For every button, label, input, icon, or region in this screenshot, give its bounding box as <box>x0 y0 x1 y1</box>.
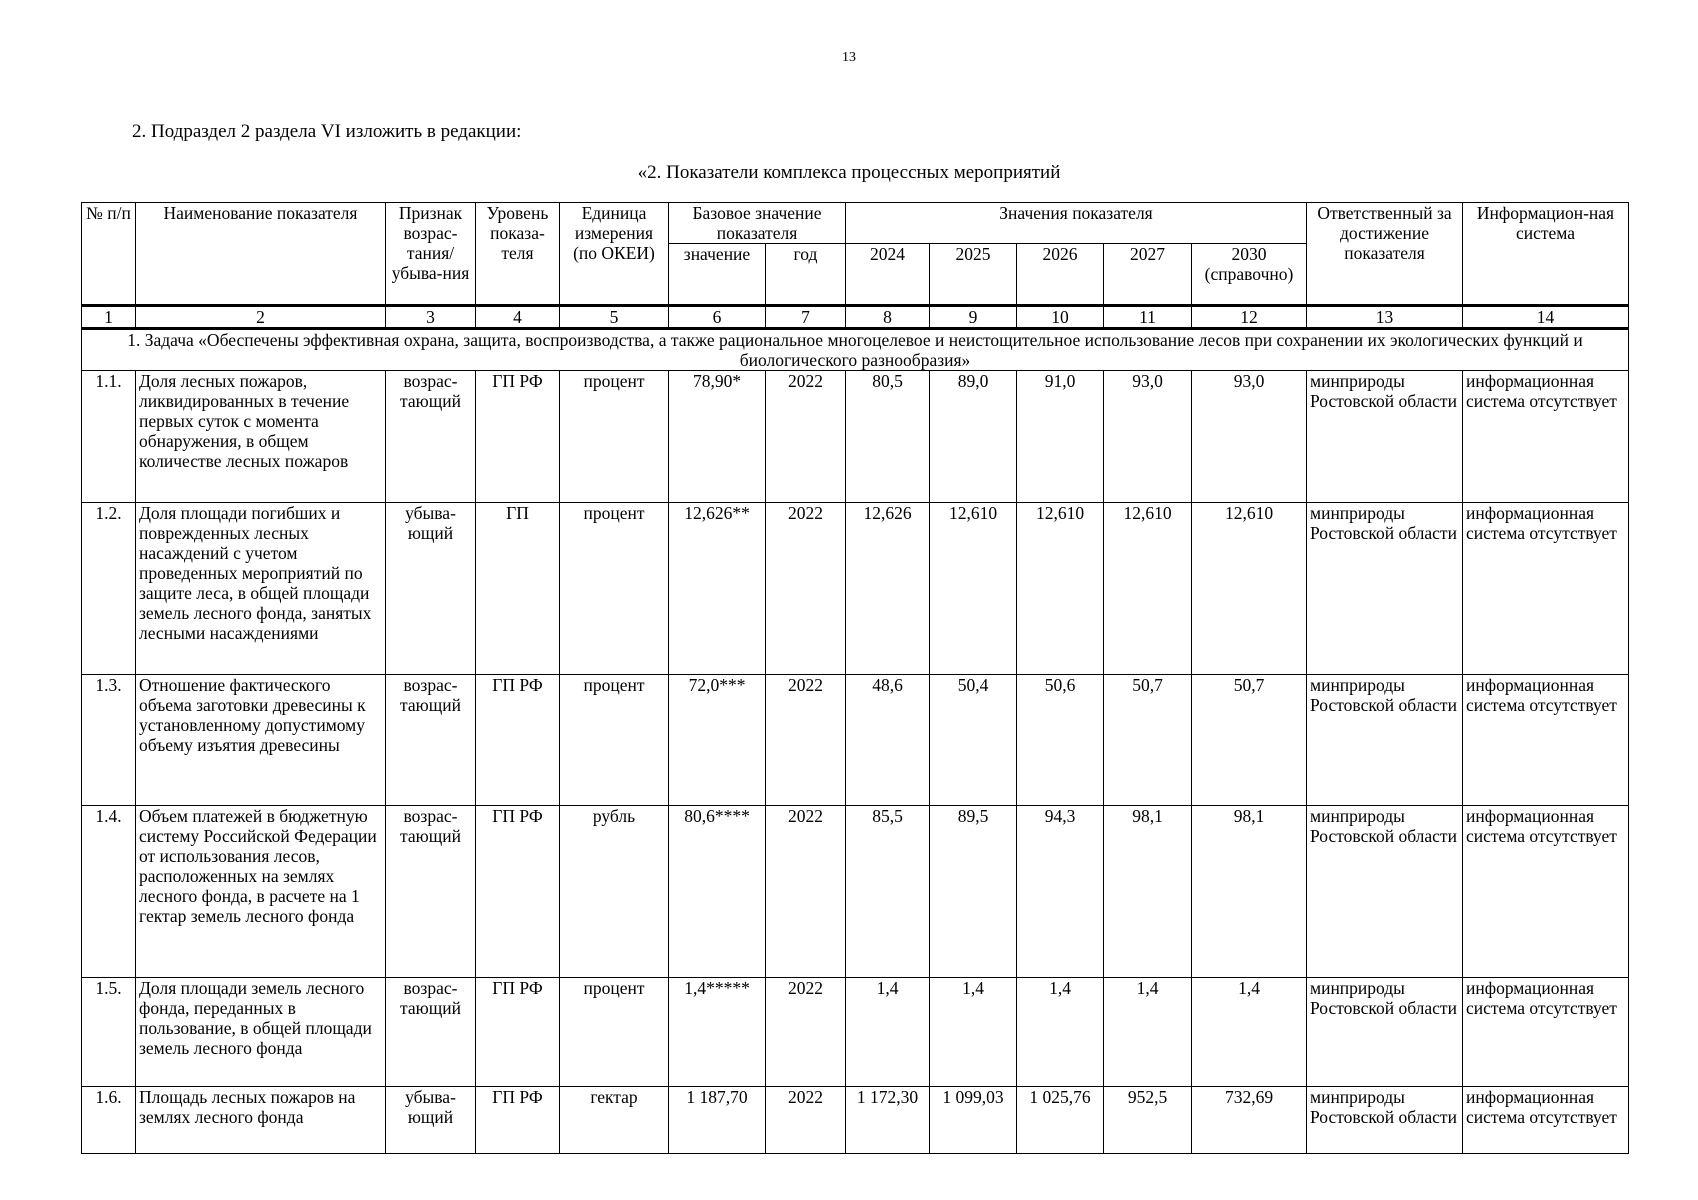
row-info-system: информационная система отсутствует <box>1463 806 1629 978</box>
row-value-2027: 93,0 <box>1104 371 1192 503</box>
row-trend: возрас-тающий <box>386 806 476 978</box>
intro-text: 2. Подраздел 2 раздела VI изложить в редакции: <box>132 121 522 142</box>
row-responsible: минприроды Ростовской области <box>1307 806 1463 978</box>
row-value-2030: 98,1 <box>1192 806 1307 978</box>
row-responsible: минприроды Ростовской области <box>1307 675 1463 806</box>
header-year-2025: 2025 <box>930 244 1017 306</box>
column-number: 13 <box>1307 306 1463 329</box>
row-value-2024: 1 172,30 <box>846 1087 930 1154</box>
row-value-2030: 50,7 <box>1192 675 1307 806</box>
table-row <box>82 806 1629 978</box>
row-level: ГП РФ <box>476 978 560 1087</box>
row-trend: возрас-тающий <box>386 978 476 1087</box>
column-number: 9 <box>930 306 1017 329</box>
row-trend: убыва-ющий <box>386 1087 476 1154</box>
column-number: 3 <box>386 306 476 329</box>
row-num: 1.6. <box>82 1087 136 1154</box>
column-number: 14 <box>1463 306 1629 329</box>
row-info-system: информационная система отсутствует <box>1463 1087 1629 1154</box>
row-name: Объем платежей в бюджетную систему Российской Федерации от использования лесов, расположенных на землях лесного фонда, в расчете на 1 гектар земель лесного фонда <box>136 806 386 978</box>
header-base: Базовое значение показателя <box>669 203 846 244</box>
row-value-2027: 12,610 <box>1104 503 1192 675</box>
header-row-top <box>82 203 1629 244</box>
row-value-2024: 85,5 <box>846 806 930 978</box>
page-number: 13 <box>842 50 856 65</box>
row-num: 1.3. <box>82 675 136 806</box>
row-value-2024: 12,626 <box>846 503 930 675</box>
row-name: Доля лесных пожаров, ликвидированных в течение первых суток с момента обнаружения, в общем количестве лесных пожаров <box>136 371 386 503</box>
row-value-2024: 48,6 <box>846 675 930 806</box>
row-num: 1.2. <box>82 503 136 675</box>
row-value-2025: 1 099,03 <box>930 1087 1017 1154</box>
header-year-2027: 2027 <box>1104 244 1192 306</box>
row-value-2030: 1,4 <box>1192 978 1307 1087</box>
row-base-year: 2022 <box>766 806 846 978</box>
row-value-2030: 732,69 <box>1192 1087 1307 1154</box>
row-responsible: минприроды Ростовской области <box>1307 1087 1463 1154</box>
row-base-year: 2022 <box>766 1087 846 1154</box>
row-base-year: 2022 <box>766 371 846 503</box>
table-row <box>82 675 1629 806</box>
table-title: «2. Показатели комплекса процессных мероприятий <box>637 162 1061 183</box>
table-row <box>82 503 1629 675</box>
row-unit: процент <box>560 371 669 503</box>
row-value-2030: 93,0 <box>1192 371 1307 503</box>
row-value-2026: 12,610 <box>1017 503 1104 675</box>
row-unit: рубль <box>560 806 669 978</box>
row-base-value: 1,4***** <box>669 978 766 1087</box>
header-trend: Признак возрас-тания/ убыва-ния <box>386 203 476 306</box>
header-base-year: год <box>766 244 846 306</box>
row-value-2025: 12,610 <box>930 503 1017 675</box>
column-number: 1 <box>82 306 136 329</box>
row-trend: возрас-тающий <box>386 371 476 503</box>
header-year-2030: 2030 (справочно) <box>1192 244 1307 306</box>
row-value-2026: 91,0 <box>1017 371 1104 503</box>
row-num: 1.1. <box>82 371 136 503</box>
row-responsible: минприроды Ростовской области <box>1307 371 1463 503</box>
task-row <box>82 329 1629 371</box>
column-number: 12 <box>1192 306 1307 329</box>
header-name: Наименование показателя <box>136 203 386 306</box>
column-number: 7 <box>766 306 846 329</box>
table-row <box>82 978 1629 1087</box>
row-level: ГП РФ <box>476 371 560 503</box>
row-value-2024: 80,5 <box>846 371 930 503</box>
row-responsible: минприроды Ростовской области <box>1307 503 1463 675</box>
header-num: № п/п <box>82 203 136 306</box>
row-info-system: информационная система отсутствует <box>1463 978 1629 1087</box>
column-numbers-row <box>82 306 1629 329</box>
row-value-2030: 12,610 <box>1192 503 1307 675</box>
row-value-2026: 1,4 <box>1017 978 1104 1087</box>
row-value-2025: 89,0 <box>930 371 1017 503</box>
column-number: 2 <box>136 306 386 329</box>
row-base-year: 2022 <box>766 978 846 1087</box>
header-level: Уровень показа-теля <box>476 203 560 306</box>
row-base-value: 80,6**** <box>669 806 766 978</box>
header-unit: Единица измерения (по ОКЕИ) <box>560 203 669 306</box>
row-level: ГП РФ <box>476 675 560 806</box>
table-row <box>82 371 1629 503</box>
row-info-system: информационная система отсутствует <box>1463 503 1629 675</box>
row-num: 1.5. <box>82 978 136 1087</box>
row-value-2027: 1,4 <box>1104 978 1192 1087</box>
column-number: 8 <box>846 306 930 329</box>
row-value-2026: 94,3 <box>1017 806 1104 978</box>
row-unit: процент <box>560 978 669 1087</box>
row-num: 1.4. <box>82 806 136 978</box>
row-value-2027: 952,5 <box>1104 1087 1192 1154</box>
row-value-2026: 50,6 <box>1017 675 1104 806</box>
column-number: 4 <box>476 306 560 329</box>
row-base-year: 2022 <box>766 675 846 806</box>
row-level: ГП РФ <box>476 1087 560 1154</box>
header-base-value: значение <box>669 244 766 306</box>
row-trend: возрас-тающий <box>386 675 476 806</box>
table-row <box>82 1087 1629 1154</box>
row-value-2026: 1 025,76 <box>1017 1087 1104 1154</box>
column-number: 10 <box>1017 306 1104 329</box>
row-base-value: 72,0*** <box>669 675 766 806</box>
indicators-table <box>81 202 1629 1154</box>
row-base-value: 12,626** <box>669 503 766 675</box>
column-number: 6 <box>669 306 766 329</box>
header-responsible: Ответственный за достижение показателя <box>1307 203 1463 306</box>
row-value-2025: 89,5 <box>930 806 1017 978</box>
row-level: ГП <box>476 503 560 675</box>
row-base-year: 2022 <box>766 503 846 675</box>
row-info-system: информационная система отсутствует <box>1463 371 1629 503</box>
row-level: ГП РФ <box>476 806 560 978</box>
column-number: 5 <box>560 306 669 329</box>
row-unit: процент <box>560 503 669 675</box>
column-number: 11 <box>1104 306 1192 329</box>
task-text: 1. Задача «Обеспечены эффективная охрана, защита, воспроизводства, а также рациональное многоцелевое и неистощительное использование лесов при сохранении их экологических функций и биологического разнообразия» <box>82 329 1629 371</box>
row-unit: гектар <box>560 1087 669 1154</box>
row-value-2025: 50,4 <box>930 675 1017 806</box>
row-info-system: информационная система отсутствует <box>1463 675 1629 806</box>
header-info-system: Информацион-ная система <box>1463 203 1629 306</box>
row-name: Отношение фактического объема заготовки древесины к установленному допустимому объему изъятия древесины <box>136 675 386 806</box>
row-unit: процент <box>560 675 669 806</box>
row-name: Площадь лесных пожаров на землях лесного фонда <box>136 1087 386 1154</box>
row-base-value: 1 187,70 <box>669 1087 766 1154</box>
header-year-2026: 2026 <box>1017 244 1104 306</box>
row-trend: убыва-ющий <box>386 503 476 675</box>
row-name: Доля площади погибших и поврежденных лесных насаждений с учетом проведенных мероприятий по защите леса, в общей площади земель лесного фонда, занятых лесными насаждениями <box>136 503 386 675</box>
row-value-2027: 98,1 <box>1104 806 1192 978</box>
row-responsible: минприроды Ростовской области <box>1307 978 1463 1087</box>
row-name: Доля площади земель лесного фонда, переданных в пользование, в общей площади земель лесного фонда <box>136 978 386 1087</box>
row-value-2025: 1,4 <box>930 978 1017 1087</box>
row-value-2027: 50,7 <box>1104 675 1192 806</box>
row-base-value: 78,90* <box>669 371 766 503</box>
header-year-2024: 2024 <box>846 244 930 306</box>
header-values: Значения показателя <box>846 203 1307 244</box>
row-value-2024: 1,4 <box>846 978 930 1087</box>
